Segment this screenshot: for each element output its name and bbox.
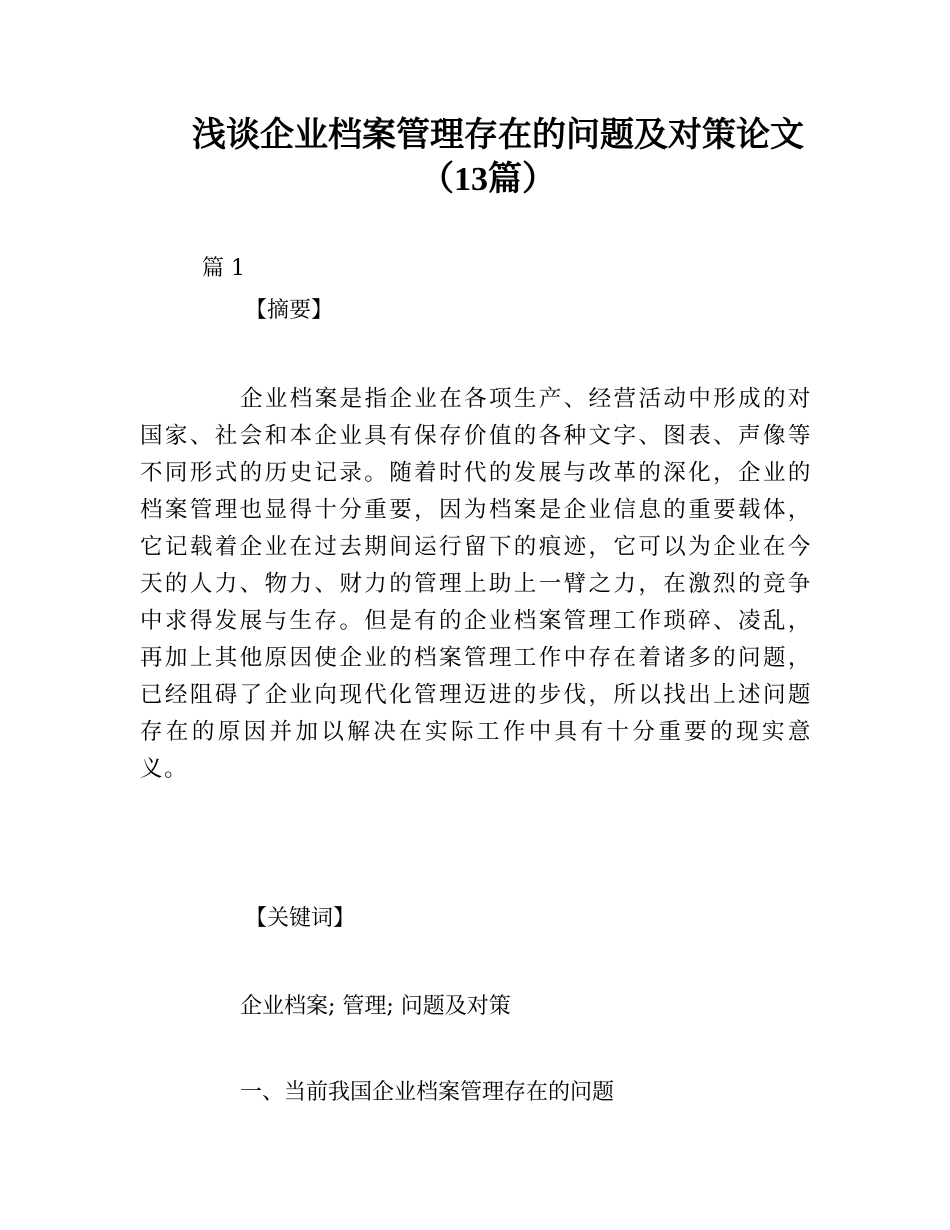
abstract-paragraph: 企业档案是指企业在各项生产、经营活动中形成的对国家、社会和本企业具有保存价值的各种文字、图表、声像等不同形式的历史记录。随着时代的发展与改革的深化，企业的档案管理也显得十分重要，因为档案是企业信息的重要载体，它记载着企业在过去期间运行留下的痕迹，它可以为企业在今天的人力、物力、财力的管理上助上一臂之力，在激烈的竞争中求得发展与生存。但是有的企业档案管理工作琐碎、凌乱，再加上其他原因使企业的档案管理工作中存在着诸多的问题，已经阻碍了企业向现代化管理迈进的步伐，所以找出上述问题存在的原因并加以解决在实际工作中具有十分重要的现实意义。 — [140, 386, 812, 782]
keywords-label: 【关键词】 — [245, 906, 356, 931]
document-title: 浅谈企业档案管理存在的问题及对策论文 — [192, 117, 804, 154]
abstract-label: 【摘要】 — [245, 298, 334, 323]
section-heading: 一、当前我国企业档案管理存在的问题 — [240, 1080, 615, 1105]
keywords-text: 企业档案; 管理; 问题及对策 — [240, 994, 511, 1019]
document-title-count: （13篇） — [420, 161, 556, 198]
section-label: 篇 1 — [202, 256, 245, 281]
